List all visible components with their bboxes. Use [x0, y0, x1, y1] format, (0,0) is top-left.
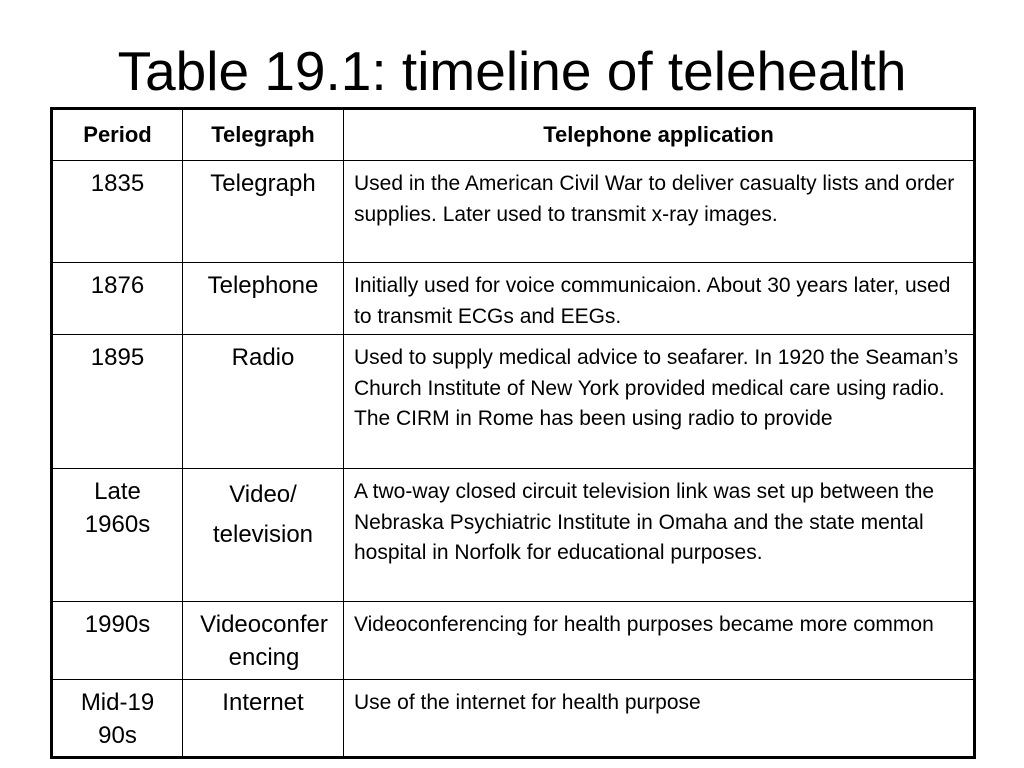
- application-cell: Used to supply medical advice to seafarer. In 1920 the Seaman’s Church Institute of New York provided medical care using radio. The CIRM in Rome has been using radio to provide: [344, 335, 975, 469]
- table-row: [52, 335, 975, 469]
- application-cell: Videoconferencing for health purposes became more common: [344, 602, 975, 680]
- table-row: [52, 602, 975, 680]
- telehealth-timeline-table: [50, 107, 976, 759]
- technology-cell: Telephone: [183, 263, 344, 335]
- period-cell: Mid-1990s: [52, 680, 183, 758]
- table-row: [52, 161, 975, 263]
- period-cell: 1990s: [52, 602, 183, 680]
- application-cell: A two-way closed circuit television link was set up between the Nebraska Psychiatric Institute in Omaha and the state mental hospital in Norfolk for educational purposes.: [344, 469, 975, 602]
- application-cell: Used in the American Civil War to deliver casualty lists and order supplies. Later used to transmit x-ray images.: [344, 161, 975, 263]
- table-row: [52, 263, 975, 335]
- period-cell: 1895: [52, 335, 183, 469]
- table-row: [52, 680, 975, 758]
- technology-cell: Video/ television: [183, 469, 344, 602]
- period-cell: Late 1960s: [52, 469, 183, 602]
- period-cell: 1835: [52, 161, 183, 263]
- column-header-technology: Telegraph: [183, 109, 344, 161]
- technology-cell: Telegraph: [183, 161, 344, 263]
- slide-title: Table 19.1: timeline of telehealth: [117, 40, 907, 102]
- table-row: [52, 469, 975, 602]
- application-cell: Use of the internet for health purpose: [344, 680, 975, 758]
- application-cell: Initially used for voice communicaion. About 30 years later, used to transmit ECGs and EEGs.: [344, 263, 975, 335]
- technology-cell: Videoconferencing: [183, 602, 344, 680]
- table-header-row: [52, 109, 975, 161]
- column-header-application: Telephone application: [344, 109, 975, 161]
- column-header-period: Period: [52, 109, 183, 161]
- period-cell: 1876: [52, 263, 183, 335]
- technology-cell: Internet: [183, 680, 344, 758]
- technology-cell: Radio: [183, 335, 344, 469]
